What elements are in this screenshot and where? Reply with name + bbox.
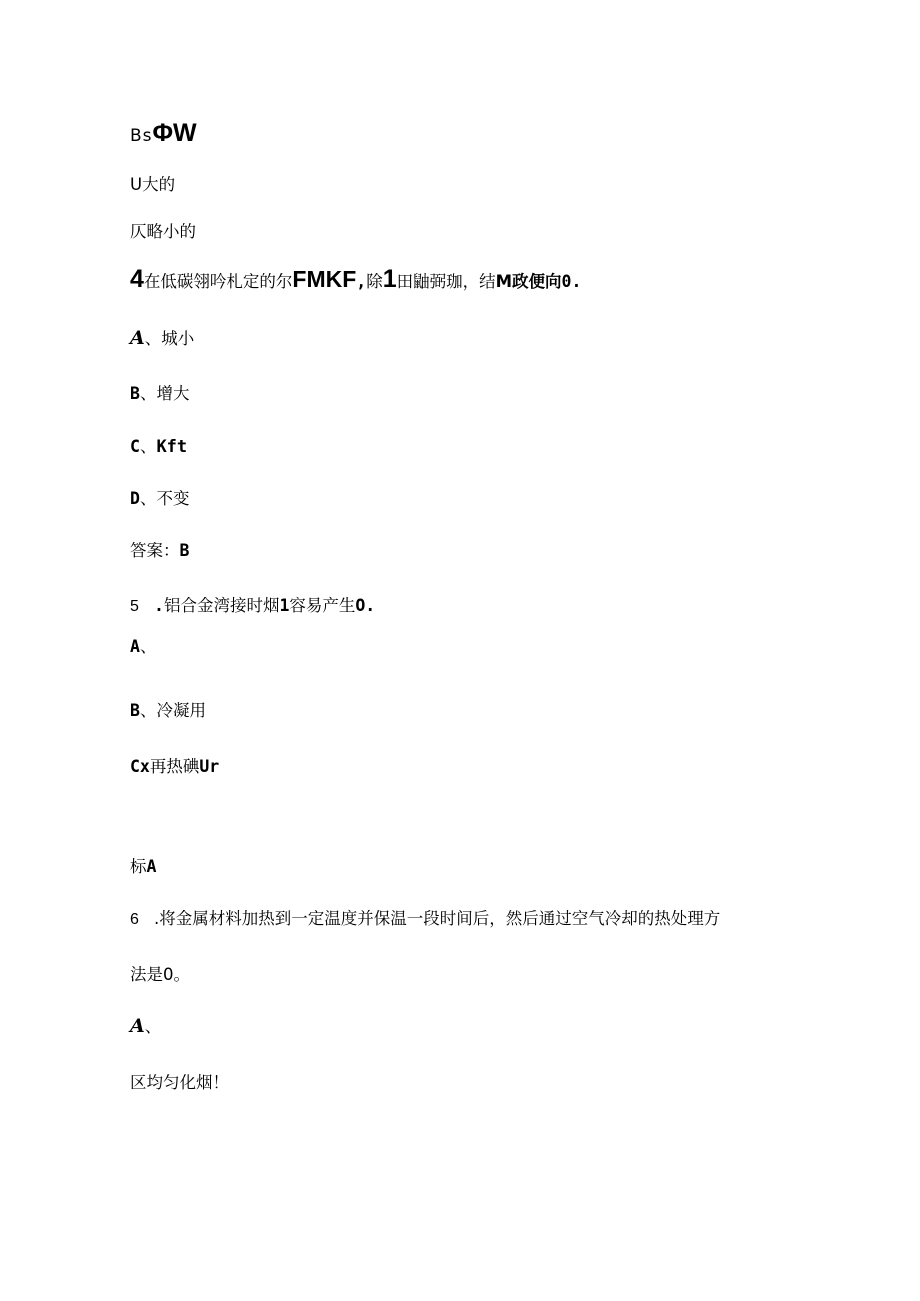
option-text: 、增大 [139, 384, 190, 403]
q4-answer [130, 540, 189, 562]
option-text: 、 [139, 637, 157, 656]
option-text-latin: Kft [156, 437, 188, 457]
question-text: 铝合金湾接时烟 [163, 596, 280, 615]
q6-option-text: 区均匀化烟！ [130, 1073, 229, 1092]
line-header [130, 119, 197, 147]
line-option-d-prev: 仄略小的 [130, 222, 196, 241]
q5-option-b [130, 700, 206, 722]
answer-value: A [146, 857, 157, 876]
q4-option-c [130, 436, 187, 458]
option-text: 、不变 [139, 489, 190, 508]
option-text: 、 [139, 437, 157, 456]
q5-answer [130, 856, 156, 878]
q4-option-d [130, 488, 189, 510]
question-text-latin: FMKF [292, 266, 357, 292]
question-number: 6 [130, 911, 139, 928]
answer-label: 答案： [130, 541, 180, 560]
question-text: 政便向0. [512, 272, 582, 291]
option-label: B [130, 384, 140, 403]
option-label: A [130, 637, 140, 656]
header-code-b: ΦW [152, 119, 197, 147]
answer-label: 标 [130, 857, 147, 876]
q4-option-a [130, 327, 194, 350]
line-option-c-prev: U大的 [130, 175, 176, 194]
question-text: . [154, 596, 164, 615]
question-text: .将金属材料加热到一定温度并保温一段时间后，然后通过空气冷却的热处理方 [154, 909, 721, 928]
option-label: C [130, 437, 140, 456]
option-text: 再热碘 [149, 757, 200, 776]
question-text: 田鼬弼珈，结 [396, 272, 496, 291]
question-text: 容易产生 [289, 596, 356, 615]
question-number: 4 [130, 265, 144, 293]
question-6-continued: 法是0。 [130, 965, 190, 984]
option-label: B [130, 701, 140, 720]
question-text-latin: M [495, 272, 513, 291]
option-label: A [130, 327, 145, 349]
q5-option-c [130, 756, 219, 778]
question-text: , [356, 272, 367, 291]
question-6 [130, 908, 720, 931]
question-text-latin: O. [355, 596, 376, 615]
option-label: Cx [130, 757, 150, 776]
question-text-latin: 1 [382, 265, 397, 293]
option-text: 、城小 [144, 329, 195, 348]
question-5 [130, 595, 375, 618]
question-number: 5 [130, 598, 139, 615]
option-label: D [130, 489, 140, 508]
option-text-latin: Ur [199, 757, 220, 776]
header-code-a: Bs [130, 126, 153, 146]
question-4 [130, 265, 582, 293]
question-text-latin: 1 [279, 596, 290, 615]
q6-option-a [130, 1015, 161, 1038]
option-text: 、 [144, 1017, 162, 1036]
answer-value: B [179, 541, 190, 560]
option-text: 、冷凝用 [139, 701, 206, 720]
q5-option-a [130, 636, 156, 658]
question-text: 在低碳翎吟札定的尔 [143, 272, 293, 291]
q4-option-b [130, 383, 189, 405]
question-text: 除 [366, 272, 383, 291]
option-label: A [130, 1015, 145, 1037]
